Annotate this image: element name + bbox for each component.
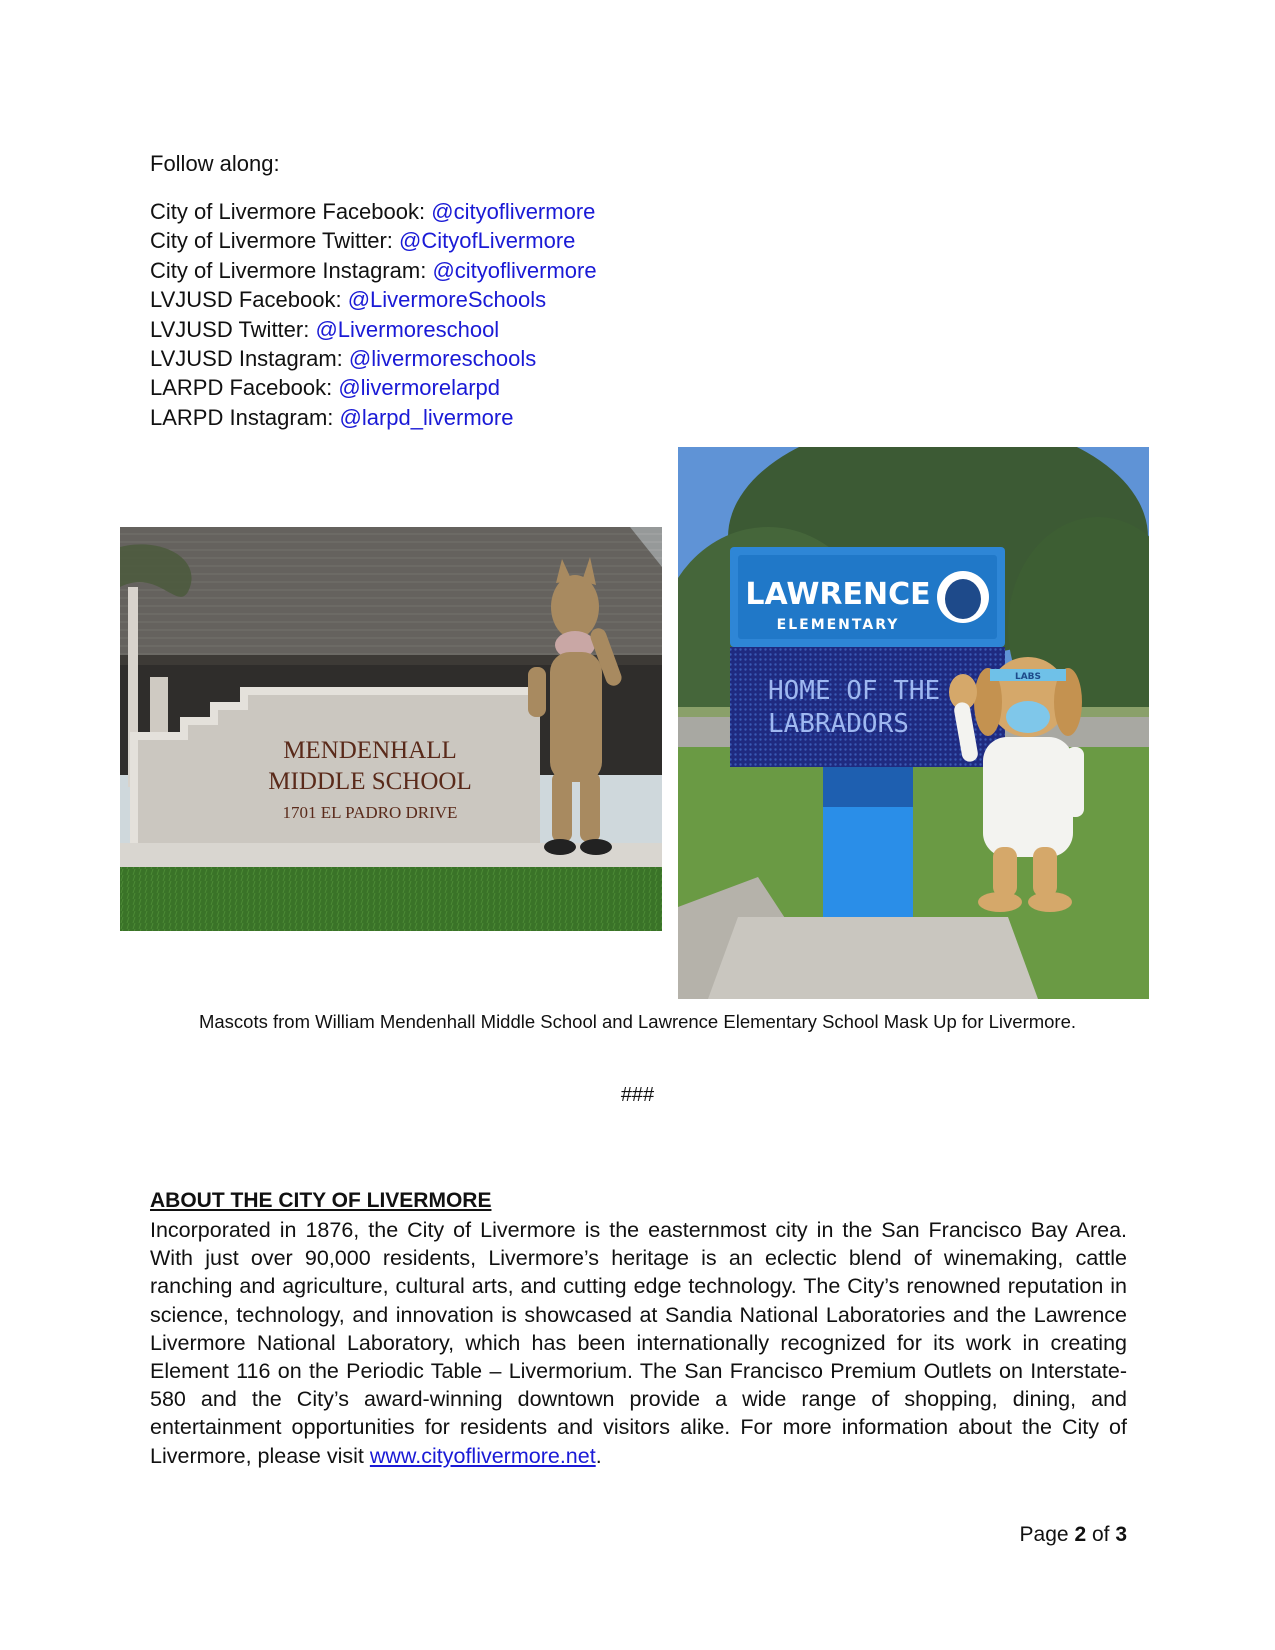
social-label: LVJUSD Facebook: — [150, 287, 348, 313]
page-number — [1020, 1523, 1127, 1547]
social-row-city-instagram — [150, 256, 597, 285]
page-current: 2 — [1074, 1523, 1087, 1546]
section-separator: ### — [620, 1084, 655, 1106]
page-of: of — [1086, 1523, 1116, 1546]
photo-caption: Mascots from William Mendenhall Middle School and Lawrence Elementary School Mask Up for Livermore. — [198, 1011, 1077, 1032]
social-handle-link[interactable]: @livermorelarpd — [338, 375, 501, 401]
social-label: LARPD Facebook: — [150, 375, 339, 401]
led-line1: HOME OF THE — [768, 676, 941, 706]
social-label: LVJUSD Twitter: — [150, 316, 316, 342]
social-media-list — [150, 197, 597, 432]
social-label: LARPD Instagram: — [150, 404, 340, 430]
sign-text-line1: MENDENHALL — [283, 737, 457, 764]
social-row-lvjusd-twitter — [150, 315, 597, 344]
sign-text-line3: 1701 EL PADRO DRIVE — [282, 803, 458, 822]
social-row-lvjusd-instagram — [150, 344, 597, 373]
social-label: City of Livermore Instagram: — [150, 257, 433, 283]
lawrence-sign-title: LAWRENCE — [745, 577, 931, 612]
social-label: City of Livermore Twitter: — [150, 228, 399, 254]
social-handle-link[interactable]: @LivermoreSchools — [347, 287, 547, 313]
social-handle-link[interactable]: @cityoflivermore — [432, 257, 597, 283]
about-body-text: Incorporated in 1876, the City of Livermore is the easternmost city in the San Francisco Bay Area. With just over 90,000 residents, Livermore’s heritage is an eclectic blend of winemaking, cattle ranching and agriculture, cultural arts, and cutting edge technology. The City’s renowned reputation in science, technology, and innovation is showcased at Sandia National Laboratories and the Lawrence Livermore National Laboratory, which has been internationally recognized for its work in creating Element 116 on the Periodic Table – Livermorium. The San Francisco Premium Outlets on Interstate-580 and the City’s award-winning downtown provide a wide range of shopping, dining, and entertainment opportunities for residents and visitors alike. For more information about the City of Livermore, please visit — [150, 1218, 1127, 1468]
sign-text-line2: MIDDLE SCHOOL — [268, 768, 472, 795]
city-website-link[interactable]: www.cityoflivermore.net — [369, 1443, 596, 1468]
social-handle-link[interactable]: @CityofLivermore — [399, 228, 576, 254]
social-label: City of Livermore Facebook: — [150, 199, 432, 224]
social-row-larpd-instagram — [150, 403, 597, 432]
about-body-end: . — [595, 1443, 602, 1468]
social-row-city-facebook — [150, 197, 597, 226]
lawrence-photo — [678, 447, 1149, 999]
follow-along-title: Follow along: — [150, 151, 280, 176]
page-total: 3 — [1115, 1523, 1127, 1546]
led-line2: LABRADORS — [768, 709, 909, 739]
social-handle-link[interactable]: @cityoflivermore — [431, 199, 596, 224]
page-prefix: Page — [1019, 1523, 1075, 1546]
social-label: LVJUSD Instagram: — [150, 346, 349, 372]
mendenhall-photo — [120, 527, 662, 931]
social-handle-link[interactable]: @livermoreschools — [348, 346, 537, 372]
social-row-lvjusd-facebook — [150, 285, 597, 314]
social-row-city-twitter — [150, 226, 597, 255]
lawrence-sign-subtitle: ELEMENTARY — [776, 617, 900, 633]
mascot-headband-text: LABS — [1014, 672, 1042, 682]
about-heading: ABOUT THE CITY OF LIVERMORE — [150, 1189, 492, 1212]
social-handle-link[interactable]: @Livermoreschool — [315, 316, 500, 342]
about-paragraph — [150, 1216, 1127, 1470]
social-row-larpd-facebook — [150, 373, 597, 402]
social-handle-link[interactable]: @larpd_livermore — [339, 404, 514, 430]
